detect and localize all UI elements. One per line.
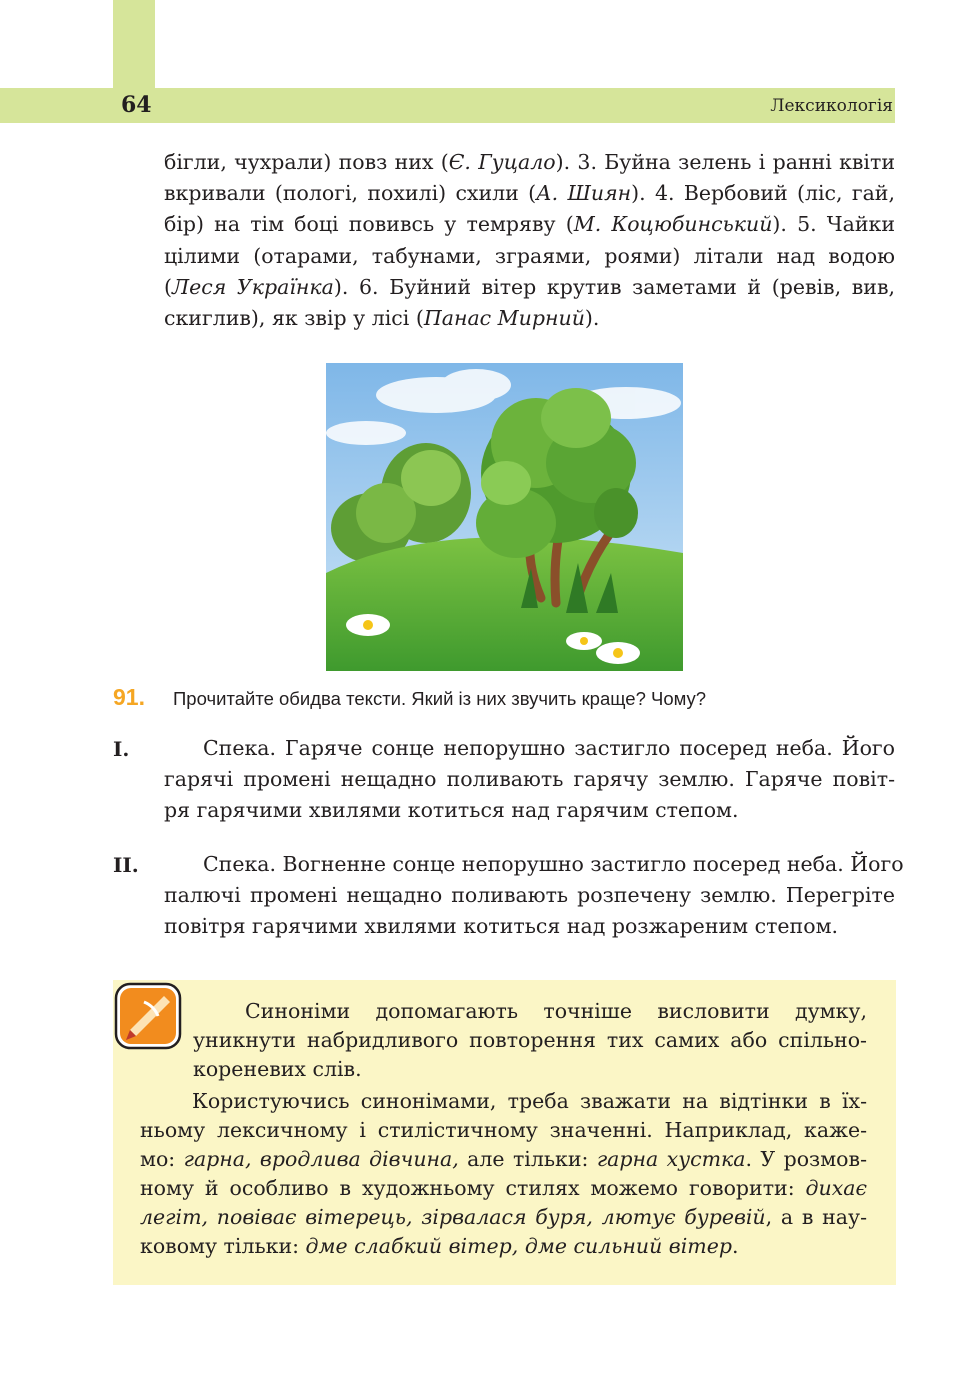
text-2-label: II. — [113, 853, 139, 877]
text-line: скиглив), як звір у лісі (Панас Мирний). — [164, 306, 600, 331]
text-line: Спека. Гаряче сонце непорушно застигло посеред неба. Його — [203, 736, 895, 760]
text-line: мо: гарна, вродлива дівчина, але тільки: гарна хустка. У розмов- — [140, 1147, 867, 1171]
text-line: ря гарячими хвилями котиться над гарячим степом. — [164, 798, 739, 823]
text-line: (Леся Українка). 6. Буйний вітер крутив заметами й (ревів, вив, — [164, 274, 895, 299]
text-line: уникнути набридливого повторення тих самих або спільно- — [193, 1028, 867, 1052]
text-line: Синоніми допомагають точніше висловити думку, — [245, 999, 867, 1023]
text-line: кореневих слів. — [193, 1057, 362, 1081]
text-line: вкривали (пологі, похилі) схили (А. Шиян). 4. Вербовий (ліс, гай, — [164, 181, 895, 206]
text-line: легіт, повіває вітерець, зірвалася буря, лютує буревій, а в нау- — [140, 1205, 867, 1229]
text-line: гарячі промені нещадно поливають гарячу землю. Гаряче повіт- — [164, 767, 895, 792]
text-line: палючі промені нещадно поливають розпечену землю. Перегріте — [164, 883, 895, 908]
section-title: Лексикологія — [770, 96, 893, 116]
text-line: Спека. Вогненне сонце непорушно застигло посеред неба. Його — [203, 852, 904, 876]
rule-paragraph-2 — [140, 1087, 867, 1261]
text-line: ковому тільки: дме слабкий вітер, дме сильний вітер. — [140, 1234, 739, 1258]
text-line: ньому лексичному і стилістичному значенні. Наприклад, каже- — [140, 1118, 867, 1142]
text-line: повітря гарячими хвилями котиться над розжареним степом. — [164, 914, 839, 939]
page-number: 64 — [121, 92, 152, 118]
pen-icon — [114, 982, 182, 1050]
text-1-label: I. — [113, 737, 130, 761]
text-2 — [164, 849, 904, 943]
text-line: ному й особливо в художньому стилях можемо говорити: дихає — [140, 1176, 867, 1200]
exercise-90-continuation — [164, 147, 895, 334]
text-line: цілими (отарами, табунами, зграями, роями) літали над водою — [164, 243, 895, 268]
exercise-instruction: Прочитайте обидва тексти. Який із них звучить краще? Чому? — [173, 688, 707, 709]
text-line: бігли, чухрали) повз них (Є. Гуцало). 3. Буйна зелень і ранні квіти — [164, 150, 895, 174]
text-line: бір) на тім боці повивсь у темряву (М. Коцюбинський). 5. Чайки — [164, 212, 895, 237]
bush-illustration — [326, 363, 683, 671]
exercise-number: 91. — [113, 684, 145, 710]
text-line: Користуючись синонімами, треба зважати на відтінки в їх- — [192, 1089, 867, 1113]
rule-paragraph-1 — [193, 997, 867, 1084]
text-1 — [164, 733, 895, 827]
